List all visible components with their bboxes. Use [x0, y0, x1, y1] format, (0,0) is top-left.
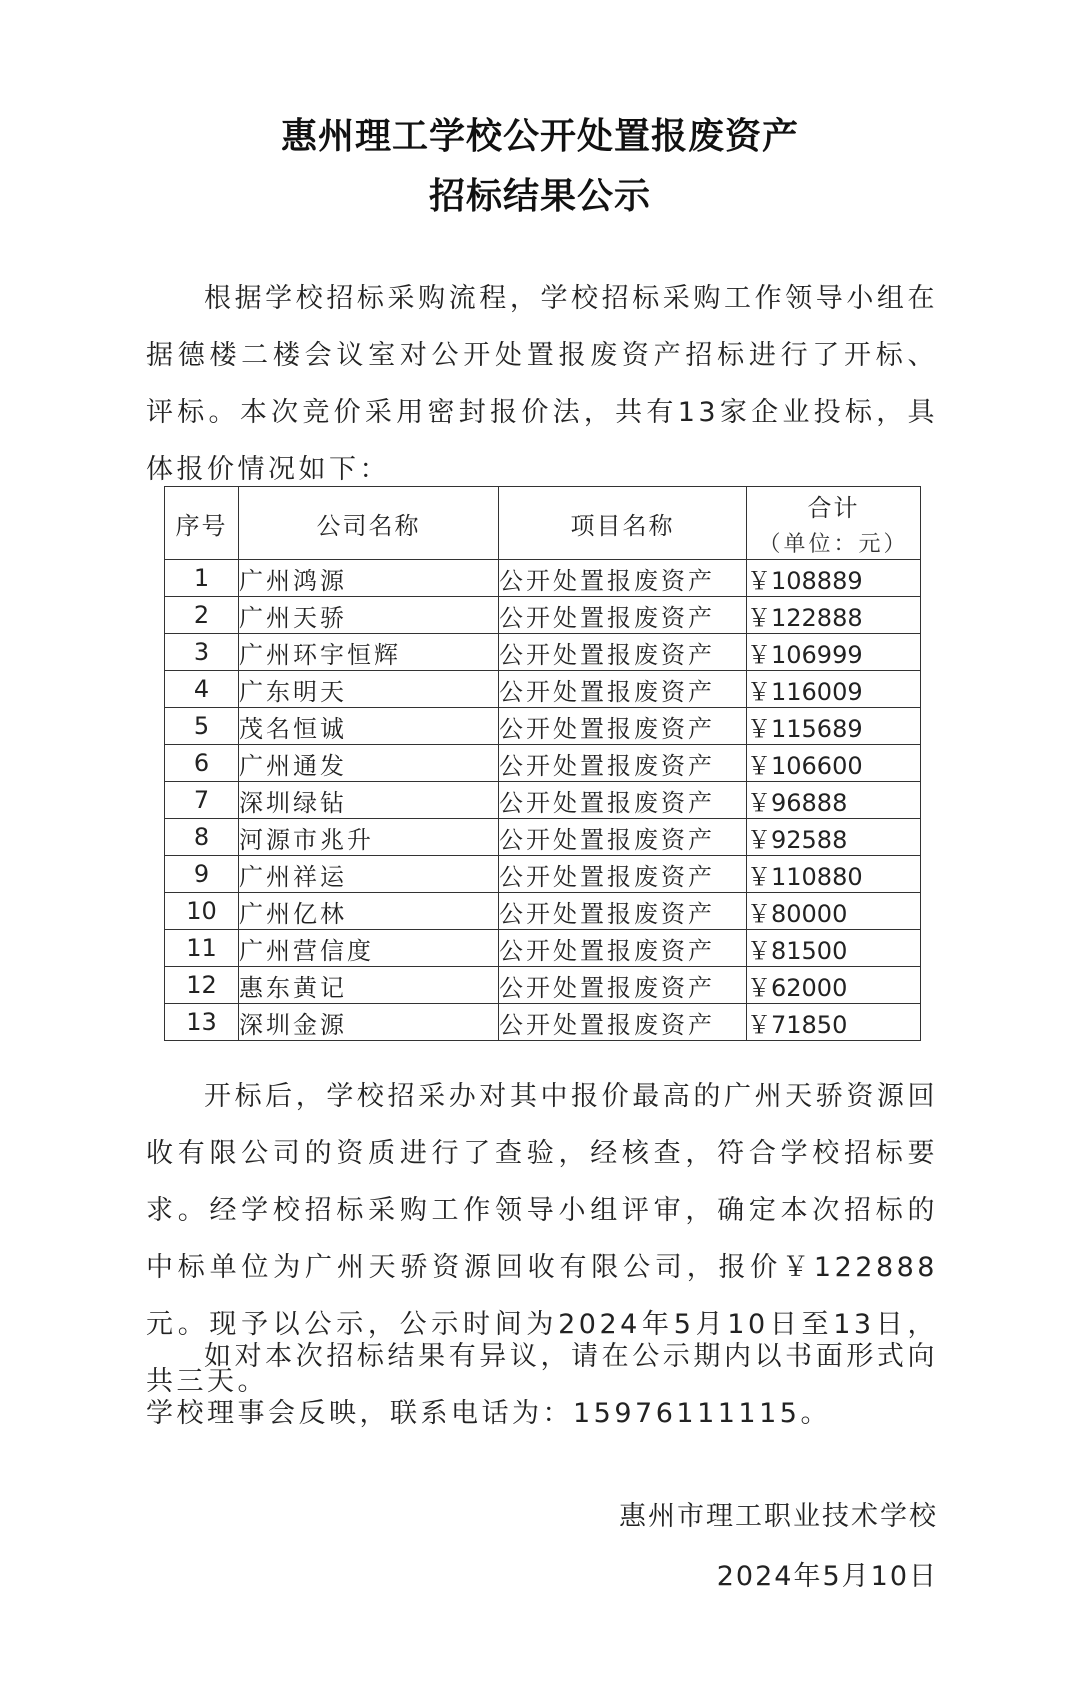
table-row — [165, 893, 921, 930]
row-amount: ￥110880 — [747, 856, 921, 893]
row-index: 9 — [165, 856, 239, 893]
row-amount: ￥106600 — [747, 745, 921, 782]
table-row — [165, 597, 921, 634]
row-project: 公开处置报废资产 — [499, 893, 747, 930]
row-amount: ￥108889 — [747, 560, 921, 597]
row-project: 公开处置报废资产 — [499, 634, 747, 671]
row-company: 广州环宇恒辉 — [239, 634, 499, 671]
row-project: 公开处置报废资产 — [499, 819, 747, 856]
table-row — [165, 671, 921, 708]
row-amount: ￥80000 — [747, 893, 921, 930]
row-company: 广东明天 — [239, 671, 499, 708]
row-company: 惠东黄记 — [239, 967, 499, 1004]
row-index: 5 — [165, 708, 239, 745]
header-total — [747, 487, 921, 560]
row-company: 茂名恒诚 — [239, 708, 499, 745]
table-row — [165, 634, 921, 671]
row-project: 公开处置报废资产 — [499, 708, 747, 745]
row-project: 公开处置报废资产 — [499, 967, 747, 1004]
row-amount: ￥96888 — [747, 782, 921, 819]
row-company: 深圳金源 — [239, 1004, 499, 1041]
row-index: 4 — [165, 671, 239, 708]
result-paragraph: 开标后，学校招采办对其中报价最高的广州天骄资源回收有限公司的资质进行了查验，经核查，符合学校招标要求。经学校招标采购工作领导小组评审，确定本次招标的中标单位为广州天骄资源回收有限公司，报价￥122888元。现予以公示，公示时间为2024年5月10日至13日，共三天。 — [146, 1081, 938, 1397]
row-index: 13 — [165, 1004, 239, 1041]
row-project: 公开处置报废资产 — [499, 1004, 747, 1041]
row-company: 广州祥运 — [239, 856, 499, 893]
table-row — [165, 782, 921, 819]
row-company: 河源市兆升 — [239, 819, 499, 856]
bid-table-body — [165, 560, 921, 1041]
table-row — [165, 856, 921, 893]
table-row — [165, 819, 921, 856]
row-amount: ￥71850 — [747, 1004, 921, 1041]
row-company: 深圳绿钻 — [239, 782, 499, 819]
row-project: 公开处置报废资产 — [499, 671, 747, 708]
row-amount: ￥115689 — [747, 708, 921, 745]
row-index: 10 — [165, 893, 239, 930]
row-project: 公开处置报废资产 — [499, 560, 747, 597]
row-index: 2 — [165, 597, 239, 634]
row-amount: ￥122888 — [747, 597, 921, 634]
objection-paragraph: 如对本次招标结果有异议，请在公示期内以书面形式向学校理事会反映，联系电话为：15976111115。 — [146, 1341, 938, 1429]
table-row — [165, 708, 921, 745]
row-project: 公开处置报废资产 — [499, 745, 747, 782]
row-index: 6 — [165, 745, 239, 782]
row-company: 广州通发 — [239, 745, 499, 782]
row-company: 广州亿林 — [239, 893, 499, 930]
row-company: 广州天骄 — [239, 597, 499, 634]
header-company: 公司名称 — [239, 487, 499, 560]
row-company: 广州鸿源 — [239, 560, 499, 597]
table-row — [165, 967, 921, 1004]
notice-title-line2: 招标结果公示 — [428, 176, 651, 217]
bid-table — [164, 486, 921, 1041]
bid-table-header — [165, 487, 921, 560]
table-row — [165, 1004, 921, 1041]
header-index: 序号 — [165, 487, 239, 560]
table-row — [165, 745, 921, 782]
row-amount: ￥116009 — [747, 671, 921, 708]
row-amount: ￥106999 — [747, 634, 921, 671]
table-row — [165, 560, 921, 597]
row-amount: ￥81500 — [747, 930, 921, 967]
header-project: 项目名称 — [499, 487, 747, 560]
row-amount: ￥62000 — [747, 967, 921, 1004]
row-index: 12 — [165, 967, 239, 1004]
intro-paragraph: 根据学校招标采购流程，学校招标采购工作领导小组在据德楼二楼会议室对公开处置报废资产招标进行了开标、评标。本次竞价采用密封报价法，共有13家企业投标，具体报价情况如下： — [146, 283, 938, 485]
signature-org: 惠州市理工职业技术学校 — [619, 1501, 938, 1532]
row-project: 公开处置报废资产 — [499, 782, 747, 819]
header-total-label: 合计 — [807, 494, 860, 522]
row-project: 公开处置报废资产 — [499, 856, 747, 893]
row-project: 公开处置报废资产 — [499, 930, 747, 967]
notice-title-line1: 惠州理工学校公开处置报废资产 — [280, 116, 799, 157]
row-index: 1 — [165, 560, 239, 597]
row-index: 11 — [165, 930, 239, 967]
row-index: 3 — [165, 634, 239, 671]
row-index: 8 — [165, 819, 239, 856]
row-company: 广州营信度 — [239, 930, 499, 967]
row-amount: ￥92588 — [747, 819, 921, 856]
row-index: 7 — [165, 782, 239, 819]
header-total-unit: （单位：元） — [758, 532, 909, 557]
signature-date: 2024年5月10日 — [716, 1561, 938, 1592]
row-project: 公开处置报废资产 — [499, 597, 747, 634]
table-row — [165, 930, 921, 967]
